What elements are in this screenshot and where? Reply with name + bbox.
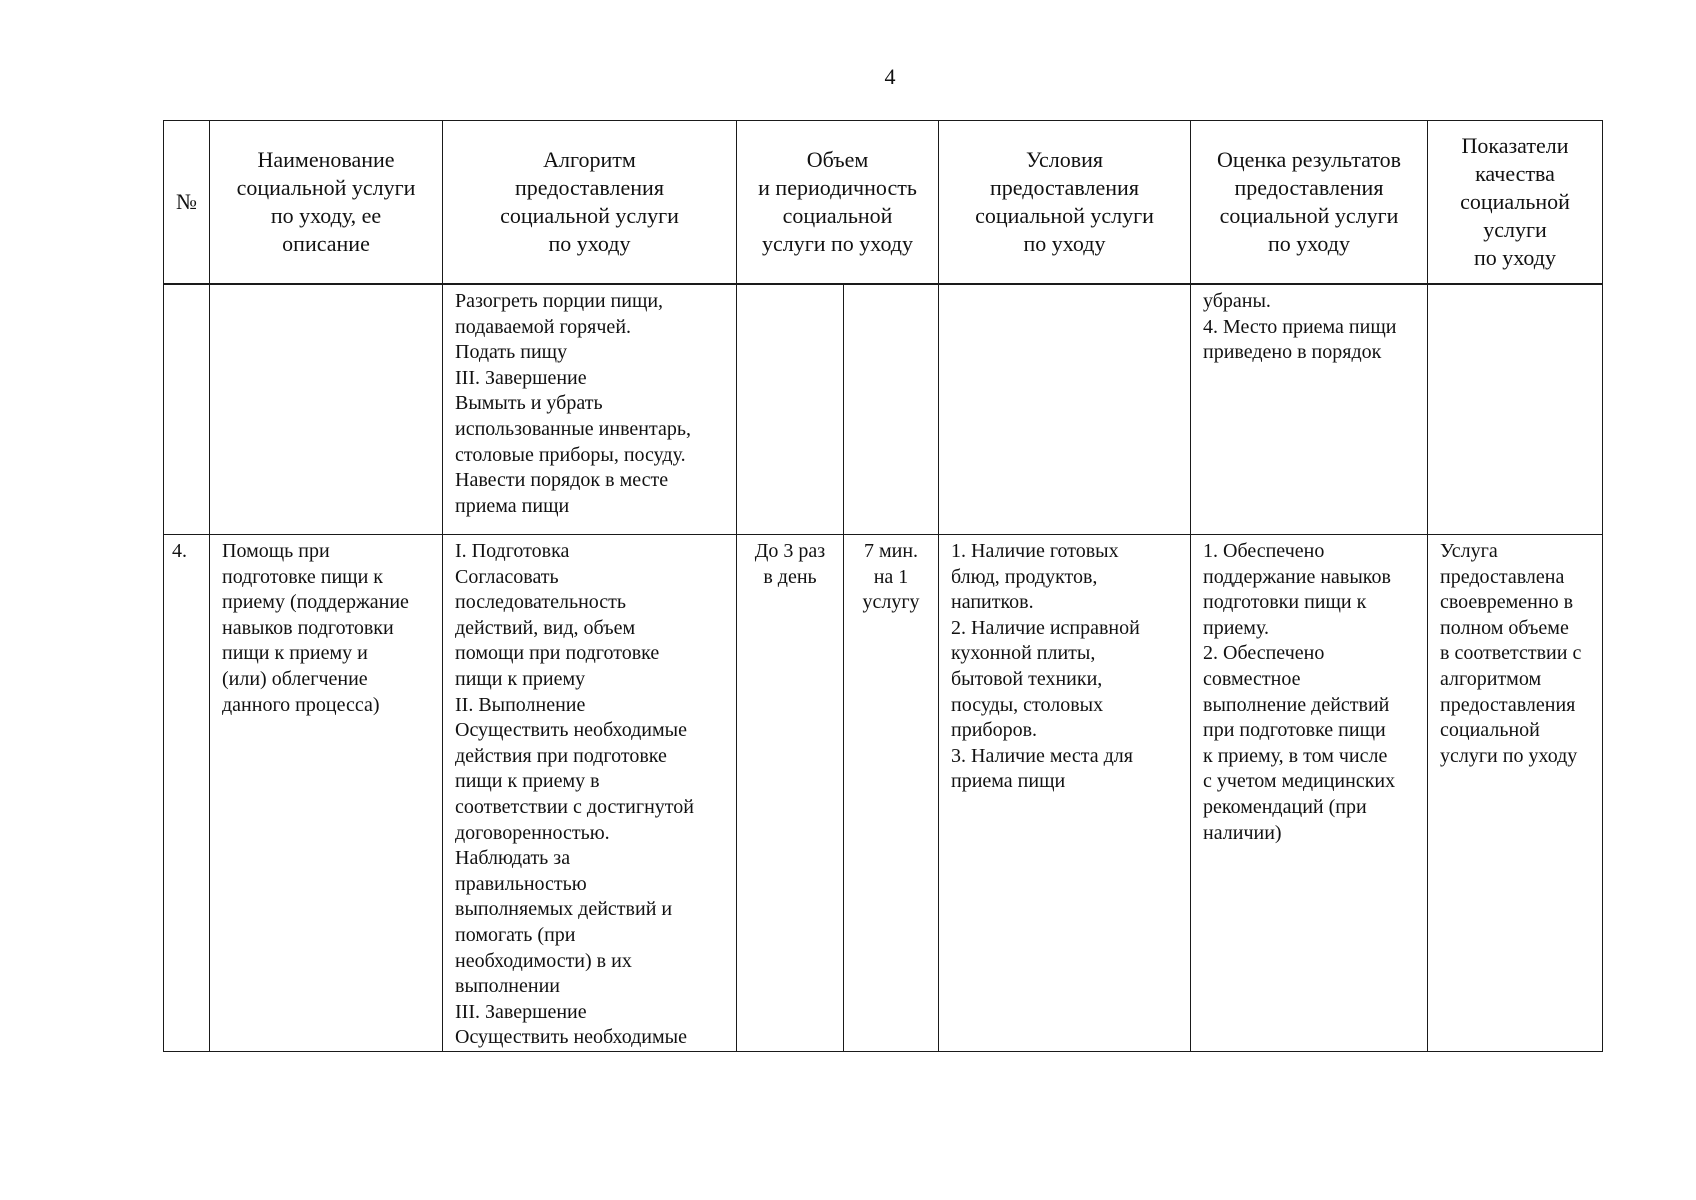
- cell-text-line: рекомендаций (при: [1203, 795, 1367, 818]
- cell-text-line: приборов.: [951, 719, 1038, 742]
- cell-number: 4.: [164, 535, 210, 1052]
- cell-evaluation: [1191, 285, 1428, 535]
- cell-text-line: услугу: [862, 591, 920, 614]
- cell-text-line: на 1: [873, 565, 909, 588]
- cell-text-line: в день: [763, 565, 817, 588]
- cell-text-line: кухонной плиты,: [951, 642, 1096, 665]
- cell-text-line: Условия: [1026, 147, 1103, 172]
- services-table-body: [163, 284, 1603, 1052]
- cell-text-line: предоставления: [990, 175, 1139, 200]
- cell-text-line: данного процесса): [222, 693, 380, 716]
- cell-text-line: Подать пищу: [455, 341, 568, 364]
- cell-text-line: посуды, столовых: [951, 693, 1104, 716]
- cell-text-line: пищи к приему в: [455, 770, 600, 793]
- header-quality: [1428, 121, 1603, 284]
- cell-text-line: социальной: [782, 203, 893, 228]
- cell-text-line: социальной: [1460, 189, 1570, 214]
- cell-text-line: предоставлена: [1440, 565, 1565, 588]
- cell-text-line: пищи к приему и: [222, 642, 368, 665]
- header-name: [210, 121, 443, 284]
- cell-text-line: 1. Обеспечено: [1203, 540, 1325, 562]
- cell-text-line: приема пищи: [951, 770, 1066, 793]
- cell-text-line: подаваемой горячей.: [455, 315, 632, 338]
- cell-text-line: услуги по уходу: [761, 231, 914, 256]
- cell-text-line: необходимости) в их: [455, 949, 632, 972]
- cell-text-line: 2. Обеспечено: [1203, 642, 1325, 665]
- cell-text-line: выполнении: [455, 975, 560, 998]
- cell-text-line: бытовой техники,: [951, 667, 1103, 690]
- cell-text-line: приему (поддержание: [222, 591, 409, 614]
- cell-name: [210, 285, 443, 535]
- table-row-continuation: [164, 285, 1603, 535]
- cell-text-line: Показатели: [1461, 133, 1569, 158]
- cell-text-line: Согласовать: [455, 565, 559, 588]
- cell-text-line: социальной: [1440, 719, 1540, 742]
- cell-text-line: помогать (при: [455, 923, 576, 946]
- cell-text-line: столовые приборы, посуду.: [455, 443, 686, 466]
- cell-text-line: действия при подготовке: [455, 744, 667, 767]
- cell-text-line: Вымыть и убрать: [455, 392, 603, 415]
- cell-text-line: использованные инвентарь,: [455, 417, 691, 440]
- cell-text-line: поддержание навыков: [1203, 565, 1391, 588]
- cell-algorithm: [443, 535, 737, 1052]
- cell-text-line: социальной услуги: [1219, 203, 1399, 228]
- header-number: №: [164, 121, 210, 284]
- cell-text-line: 3. Наличие места для: [951, 744, 1133, 767]
- cell-text-line: Осуществить необходимые: [455, 1026, 687, 1049]
- cell-text-line: Объем: [806, 147, 869, 172]
- cell-text-line: Осуществить необходимые: [455, 719, 687, 742]
- cell-text-line: услуги по уходу: [1440, 744, 1578, 767]
- cell-text-line: пищи к приему: [455, 667, 586, 690]
- table-row-service-4: [164, 535, 1603, 1052]
- cell-text-line: качества: [1475, 161, 1555, 186]
- cell-text-line: по уходу, ее: [270, 203, 382, 228]
- cell-text-line: блюд, продуктов,: [951, 565, 1098, 588]
- page-number: 4: [884, 64, 896, 89]
- cell-text-line: Услуга: [1440, 540, 1498, 562]
- cell-text-line: 7 мин.: [863, 540, 919, 562]
- cell-text-line: (или) облегчение: [222, 667, 368, 690]
- cell-text-line: III. Завершение: [455, 366, 587, 389]
- cell-text-line: I. Подготовка: [455, 540, 570, 562]
- cell-text-line: к приему, в том числе: [1203, 744, 1388, 767]
- cell-text-line: подготовке пищи к: [222, 565, 383, 588]
- cell-quality: [1428, 535, 1603, 1052]
- cell-algorithm: [443, 285, 737, 535]
- cell-text-line: приведено в порядок: [1203, 341, 1382, 364]
- cell-text-line: убраны.: [1203, 290, 1271, 312]
- cell-text-line: социальной услуги: [975, 203, 1154, 228]
- cell-evaluation: [1191, 535, 1428, 1052]
- cell-text-line: напитков.: [951, 591, 1034, 614]
- cell-conditions: [939, 535, 1191, 1052]
- cell-text-line: по уходу: [1023, 231, 1106, 256]
- cell-text-line: по уходу: [1474, 245, 1556, 270]
- cell-text-line: II. Выполнение: [455, 693, 586, 716]
- cell-number: [164, 285, 210, 535]
- services-table-header: [163, 120, 1603, 284]
- cell-volume: [737, 285, 844, 535]
- cell-text-line: приема пищи: [455, 494, 570, 517]
- cell-periodicity: [844, 285, 939, 535]
- cell-text-line: подготовки пищи к: [1203, 591, 1367, 614]
- cell-text-line: правильностью: [455, 872, 587, 895]
- cell-text-line: договоренностью.: [455, 821, 610, 844]
- cell-text-line: полном объеме: [1440, 616, 1569, 639]
- cell-text-line: предоставления: [1234, 175, 1384, 200]
- cell-text-line: по уходу: [1268, 231, 1350, 256]
- cell-text-line: и периодичность: [758, 175, 917, 200]
- cell-text-line: описание: [282, 231, 370, 256]
- cell-text-line: алгоритмом: [1440, 667, 1542, 690]
- header-volume: [737, 121, 939, 284]
- cell-text-line: Наблюдать за: [455, 847, 571, 870]
- cell-text-line: услуги: [1483, 217, 1547, 242]
- cell-text-line: приему.: [1203, 616, 1269, 639]
- header-conditions: [939, 121, 1191, 284]
- cell-text-line: в соответствии с: [1440, 642, 1582, 665]
- cell-text-line: социальной услуги: [236, 175, 416, 200]
- cell-text-line: Наименование: [257, 147, 395, 172]
- cell-text-line: предоставления: [1440, 693, 1576, 716]
- cell-text-line: 4. Место приема пищи: [1203, 315, 1397, 338]
- cell-text-line: 2. Наличие исправной: [951, 616, 1140, 639]
- cell-text-line: совместное: [1203, 667, 1301, 690]
- cell-text-line: действий, вид, объем: [455, 616, 636, 639]
- cell-text-line: III. Завершение: [455, 1000, 587, 1023]
- cell-text-line: своевременно в: [1440, 591, 1574, 614]
- cell-text-line: социальной услуги: [500, 203, 679, 228]
- cell-text-line: Навести порядок в месте: [455, 469, 669, 492]
- cell-text-line: последовательность: [455, 591, 627, 614]
- cell-conditions: [939, 285, 1191, 535]
- cell-periodicity: [844, 535, 939, 1052]
- cell-text-line: выполняемых действий и: [455, 898, 673, 921]
- cell-text-line: Помощь при: [222, 540, 330, 562]
- header-algorithm: [443, 121, 737, 284]
- header-evaluation: [1191, 121, 1428, 284]
- cell-text-line: помощи при подготовке: [455, 642, 660, 665]
- cell-text-line: соответствии с достигнутой: [455, 795, 694, 818]
- cell-text-line: при подготовке пищи: [1203, 719, 1386, 742]
- cell-text-line: Оценка результатов: [1216, 147, 1402, 172]
- cell-text-line: 1. Наличие готовых: [951, 540, 1119, 562]
- cell-text-line: Алгоритм: [543, 147, 636, 172]
- cell-text-line: навыков подготовки: [222, 616, 394, 639]
- cell-text-line: по уходу: [548, 231, 631, 256]
- cell-text-line: с учетом медицинских: [1203, 770, 1396, 793]
- cell-text-line: выполнение действий: [1203, 693, 1390, 716]
- cell-text-line: наличии): [1203, 821, 1282, 844]
- cell-name: [210, 535, 443, 1052]
- cell-text-line: предоставления: [515, 175, 664, 200]
- cell-text-line: Разогреть порции пищи,: [455, 290, 664, 312]
- cell-text-line: До 3 раз: [754, 540, 826, 562]
- cell-quality: [1428, 285, 1603, 535]
- cell-volume: [737, 535, 844, 1052]
